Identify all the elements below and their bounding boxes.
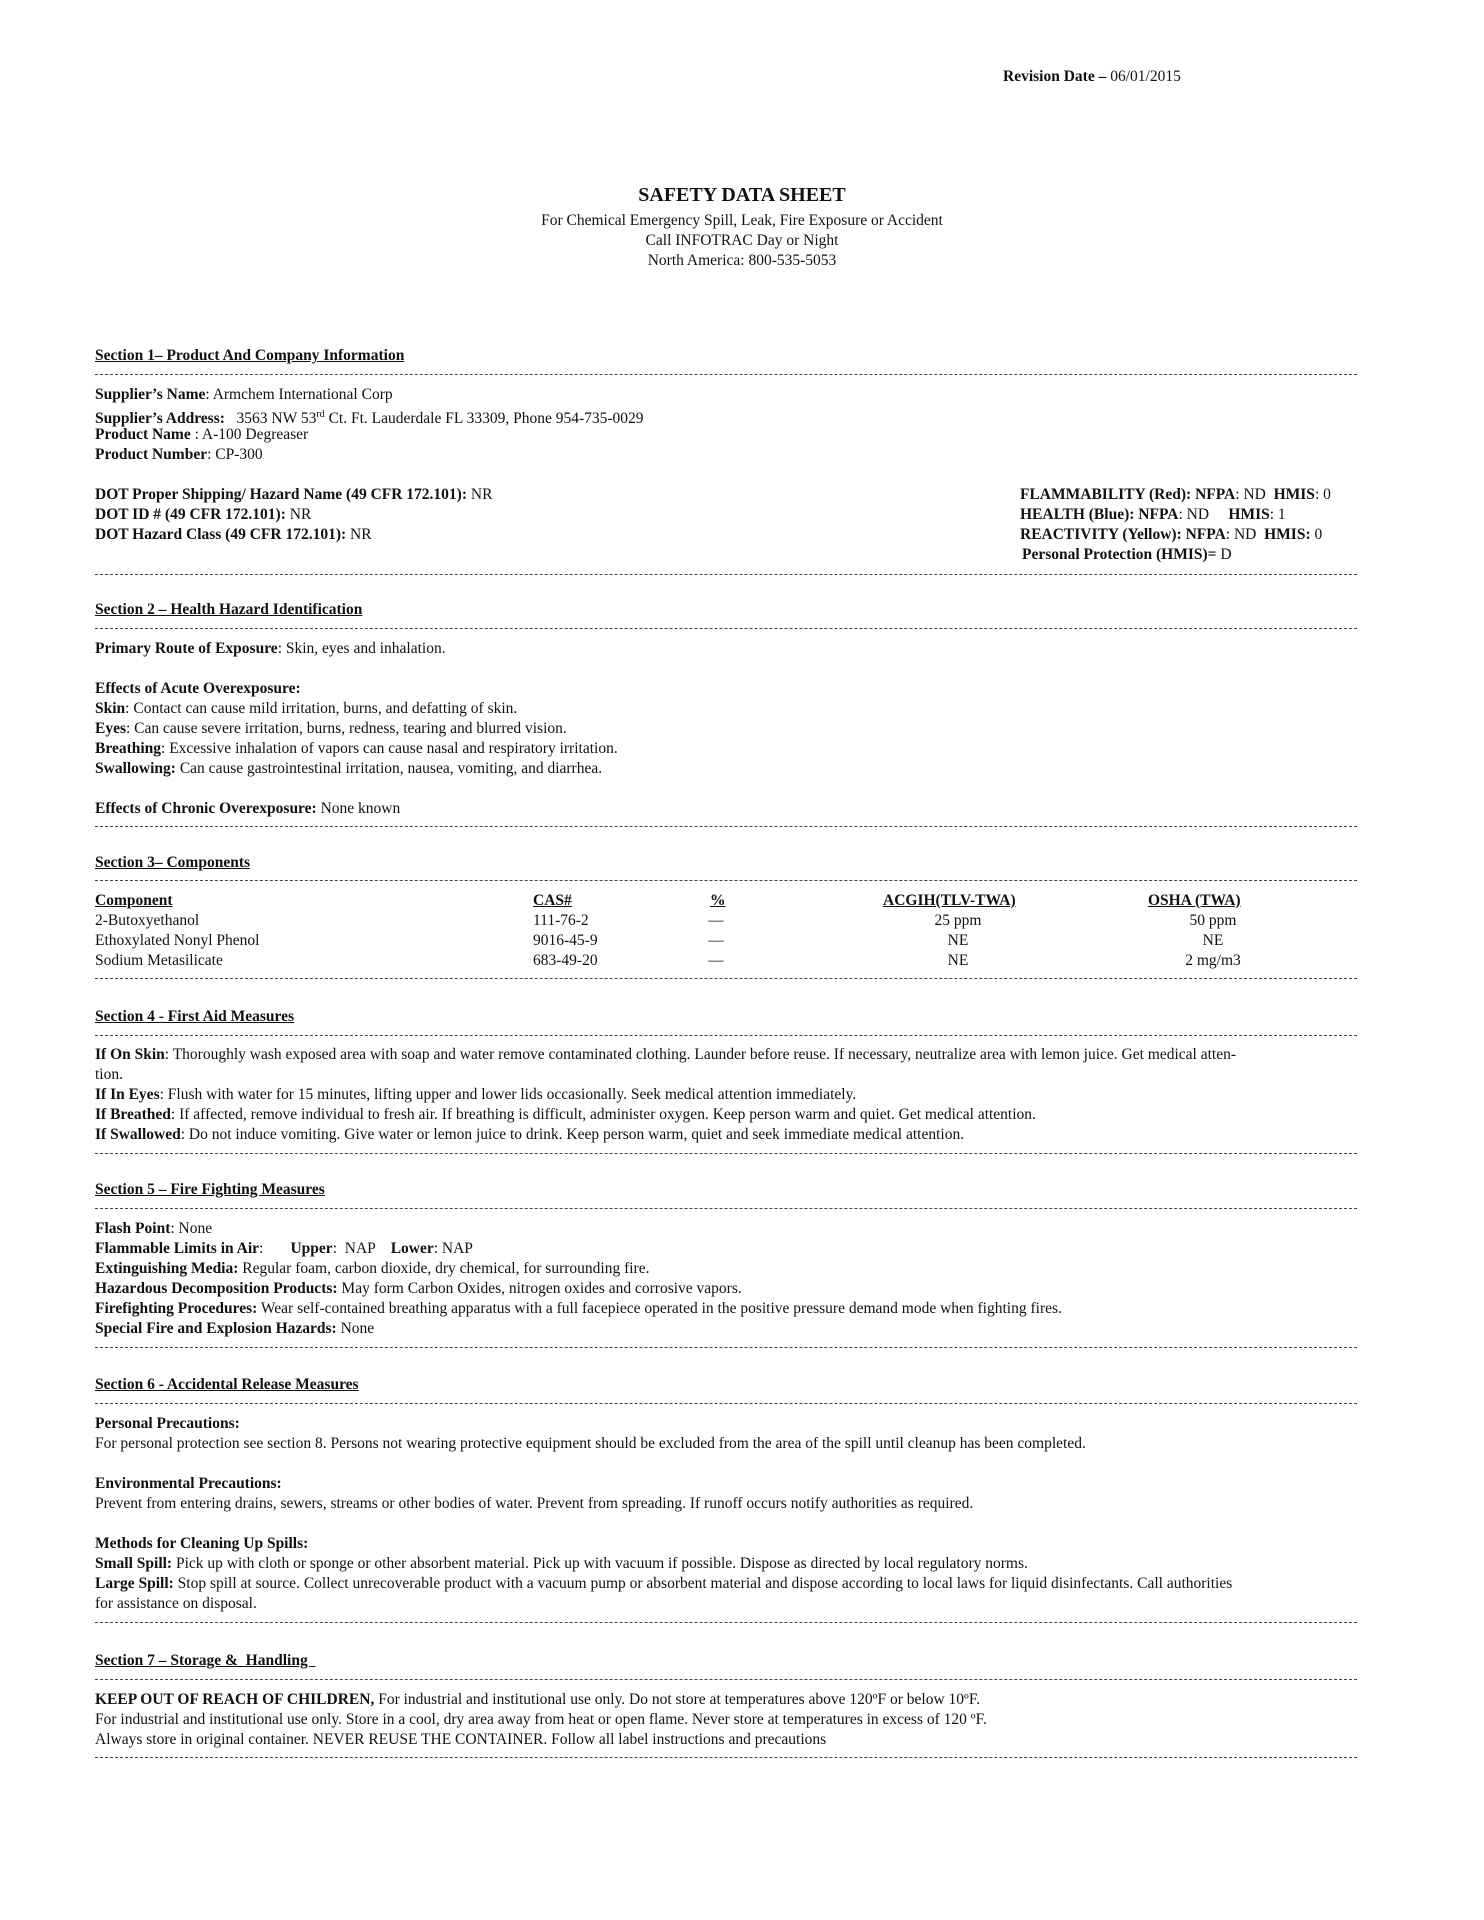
component-acgih: NE (947, 952, 969, 969)
product-number-label: Product Number (95, 446, 208, 463)
product-number (95, 445, 263, 465)
decomposition-products (95, 1279, 742, 1299)
first-aid-skin-cont: tion. (95, 1066, 123, 1083)
primary-route-label: Primary Route of Exposure (95, 640, 278, 657)
section-7-heading: Section 7 – Storage & Handling (95, 1652, 316, 1669)
flash-point (95, 1219, 212, 1239)
chronic-effects-value: None known (316, 800, 401, 817)
dot-id (95, 505, 311, 525)
upper-limit-value: : NAP (332, 1240, 391, 1257)
column-header: OSHA (TWA) (1148, 892, 1241, 909)
component-percent: — (708, 952, 724, 969)
first-aid-breathed-label: If Breathed (95, 1106, 171, 1123)
first-aid-breathed (95, 1105, 1036, 1125)
product-name-value: : A-100 Degreaser (190, 426, 309, 443)
acute-breathing-value: : Excessive inhalation of vapors can cause nasal and respiratory irritation. (161, 740, 618, 757)
column-header: % (710, 892, 726, 909)
section-3-heading: Section 3– Components (95, 854, 251, 871)
special-hazards-value: None (336, 1320, 375, 1337)
supplier-name (95, 385, 393, 405)
environmental-precautions-text: Prevent from entering drains, sewers, streams or other bodies of water. Prevent from spreading. If runoff occurs notify authorities as required. (95, 1495, 974, 1512)
component-name: Ethoxylated Nonyl Phenol (95, 932, 260, 949)
divider (95, 880, 1357, 881)
acute-swallowing (95, 759, 602, 779)
first-aid-skin (95, 1045, 1236, 1065)
special-hazards (95, 1319, 374, 1339)
product-name-label: Product Name (95, 426, 191, 443)
column-header: ACGIH(TLV-TWA) (883, 892, 1016, 909)
flash-point-value: : None (170, 1220, 213, 1237)
divider (95, 628, 1357, 629)
storage-warning (95, 1690, 980, 1710)
emergency-line-2: Call INFOTRAC Day or Night (645, 232, 839, 249)
dot-shipping-label: DOT Proper Shipping/ Hazard Name (49 CFR 172.101): (95, 486, 468, 503)
acute-effects-heading: Effects of Acute Overexposure: (95, 680, 301, 697)
flammability-rating (1020, 485, 1331, 505)
divider (95, 574, 1357, 575)
dot-id-label: DOT ID # (49 CFR 172.101): (95, 506, 286, 523)
supplier-address-rest: Ct. Ft. Lauderdale FL 33309, Phone 954-735-0029 (324, 410, 644, 428)
section-6-heading: Section 6 - Accidental Release Measures (95, 1376, 359, 1393)
lower-limit-value: : NAP (433, 1240, 473, 1257)
component-cas: 9016-45-9 (533, 932, 598, 949)
small-spill-value: Pick up with cloth or sponge or other absorbent material. Pick up with vacuum if possible. Dispose as directed by local regulatory norms. (172, 1555, 1028, 1572)
reactivity-hmis: 0 (1310, 526, 1323, 543)
extinguishing-media-value: Regular foam, carbon dioxide, dry chemical, for surrounding fire. (238, 1260, 650, 1277)
extinguishing-media-label: Extinguishing Media: (95, 1260, 239, 1277)
cleanup-methods-heading: Methods for Cleaning Up Spills: (95, 1535, 309, 1552)
acute-breathing (95, 739, 618, 759)
first-aid-swallowed-label: If Swallowed (95, 1126, 181, 1143)
large-spill-cont: for assistance on disposal. (95, 1595, 257, 1612)
acute-eyes-label: Eyes (95, 720, 126, 737)
firefighting-label: Firefighting Procedures: (95, 1300, 258, 1317)
acute-breathing-label: Breathing (95, 740, 162, 757)
acute-eyes-value: : Can cause severe irritation, burns, redness, tearing and blurred vision. (126, 720, 567, 737)
divider (95, 826, 1357, 827)
first-aid-eyes-label: If In Eyes (95, 1086, 160, 1103)
health-rating (1020, 505, 1286, 525)
dot-hazard-class (95, 525, 372, 545)
component-cas: 111-76-2 (533, 912, 589, 929)
product-number-value: : CP-300 (207, 446, 263, 463)
dot-id-value: NR (285, 506, 312, 523)
decomposition-value: May form Carbon Oxides, nitrogen oxides and corrosive vapors. (337, 1280, 742, 1297)
product-name (95, 425, 308, 445)
divider (95, 1347, 1357, 1348)
primary-route-value: : Skin, eyes and inhalation. (277, 640, 446, 657)
first-aid-eyes (95, 1085, 856, 1105)
health-hmis-label: HMIS (1228, 506, 1270, 523)
column-header: CAS# (533, 892, 572, 909)
reactivity-nfpa: : ND (1225, 526, 1257, 543)
section-1-heading: Section 1– Product And Company Information (95, 347, 405, 364)
personal-protection-rating (1022, 545, 1232, 565)
section-2-heading: Section 2 – Health Hazard Identification (95, 601, 363, 618)
health-hmis: : 1 (1269, 506, 1286, 523)
environmental-precautions-heading: Environmental Precautions: (95, 1475, 282, 1492)
flash-point-label: Flash Point (95, 1220, 171, 1237)
special-hazards-label: Special Fire and Explosion Hazards: (95, 1320, 337, 1337)
acute-eyes (95, 719, 567, 739)
decomposition-label: Hazardous Decomposition Products: (95, 1280, 338, 1297)
section-4-heading: Section 4 - First Aid Measures (95, 1008, 295, 1025)
document-title: SAFETY DATA SHEET (638, 184, 846, 206)
extinguishing-media (95, 1259, 649, 1279)
component-name: Sodium Metasilicate (95, 952, 223, 969)
reactivity-rating (1020, 525, 1322, 545)
firefighting-procedures (95, 1299, 1062, 1319)
divider (95, 1208, 1357, 1209)
small-spill-label: Small Spill: (95, 1555, 173, 1572)
ppe-value: D (1216, 546, 1232, 563)
component-acgih: 25 ppm (934, 912, 982, 929)
revision-date (1003, 67, 1181, 87)
first-aid-swallowed (95, 1125, 964, 1145)
component-percent: — (708, 932, 724, 949)
flammable-limits-label: Flammable Limits in Air (95, 1240, 260, 1257)
first-aid-swallowed-value: : Do not induce vomiting. Give water or lemon juice to drink. Keep person warm, quiet and seek immediate medical attention. (180, 1126, 965, 1143)
first-aid-eyes-value: : Flush with water for 15 minutes, lifting upper and lower lids occasionally. Seek medical attention immediately. (159, 1086, 857, 1103)
acute-swallowing-value: Can cause gastrointestinal irritation, nausea, vomiting, and diarrhea. (175, 760, 603, 777)
divider (95, 1622, 1357, 1623)
supplier-name-value: : Armchem International Corp (205, 386, 393, 403)
component-osha: NE (1202, 932, 1224, 949)
health-nfpa: : ND (1178, 506, 1210, 523)
dot-shipping (95, 485, 492, 505)
storage-line-2: For industrial and institutional use only. Store in a cool, dry area away from heat or open flame. Never store at temperatures in excess of 120 ºF. (95, 1711, 987, 1728)
firefighting-value: Wear self-contained breathing apparatus with a full facepiece operated in the positive pressure demand mode when fighting fires. (257, 1300, 1062, 1317)
chronic-effects-label: Effects of Chronic Overexposure: (95, 800, 317, 817)
flammable-limits (95, 1239, 473, 1259)
divider (95, 374, 1357, 375)
supplier-address-street: 3563 NW 53 (236, 410, 317, 428)
emergency-phone: North America: 800-535-5053 (647, 252, 837, 269)
divider (95, 1757, 1357, 1758)
small-spill (95, 1554, 1028, 1574)
divider (95, 1403, 1357, 1404)
component-osha: 2 mg/m3 (1185, 952, 1241, 969)
ppe-label: Personal Protection (HMIS)= (1022, 546, 1217, 563)
supplier-name-label: Supplier’s Name (95, 386, 206, 403)
acute-skin-value: : Contact can cause mild irritation, burns, and defatting of skin. (125, 700, 518, 717)
large-spill-label: Large Spill: (95, 1575, 174, 1592)
health-label: HEALTH (Blue): NFPA (1020, 506, 1179, 523)
component-osha: 50 ppm (1189, 912, 1237, 929)
dot-shipping-value: NR (467, 486, 493, 503)
upper-limit-label: Upper (290, 1240, 333, 1257)
supplier-address-label: Supplier’s Address: (95, 410, 225, 428)
storage-warning-label: KEEP OUT OF REACH OF CHILDREN, (95, 1691, 375, 1708)
first-aid-skin-label: If On Skin (95, 1046, 165, 1063)
divider (95, 978, 1357, 979)
supplier-address-sup: rd (316, 409, 325, 420)
component-name: 2-Butoxyethanol (95, 912, 200, 929)
acute-swallowing-label: Swallowing: (95, 760, 176, 777)
storage-line-3: Always store in original container. NEVER REUSE THE CONTAINER. Follow all label instructions and precautions (95, 1731, 827, 1748)
component-acgih: NE (947, 932, 969, 949)
flammability-hmis: : 0 (1314, 486, 1331, 503)
component-percent: — (708, 912, 724, 929)
dot-class-label: DOT Hazard Class (49 CFR 172.101): (95, 526, 347, 543)
revision-date-label: Revision Date – (1003, 68, 1107, 85)
dot-class-value: NR (346, 526, 372, 543)
acute-skin (95, 699, 517, 719)
chronic-effects (95, 799, 400, 819)
storage-warning-value: For industrial and institutional use only. Do not store at temperatures above 120ºF or below 10ºF. (374, 1691, 981, 1708)
divider (95, 1153, 1357, 1154)
divider (95, 1679, 1357, 1680)
section-5-heading: Section 5 – Fire Fighting Measures (95, 1181, 325, 1198)
first-aid-breathed-value: : If affected, remove individual to fresh air. If breathing is difficult, administer oxygen. Keep person warm and quiet. Get medical attention. (170, 1106, 1036, 1123)
revision-date-value: 06/01/2015 (1110, 68, 1181, 85)
reactivity-hmis-label: HMIS: (1264, 526, 1311, 543)
first-aid-skin-value: : Thoroughly wash exposed area with soap and water remove contaminated clothing. Launder before reuse. If necessary, neutralize area with lemon juice. Get medical atten- (164, 1046, 1237, 1063)
personal-precautions-text: For personal protection see section 8. Persons not wearing protective equipment should be excluded from the area of the spill until cleanup has been completed. (95, 1435, 1086, 1452)
acute-skin-label: Skin (95, 700, 126, 717)
primary-route (95, 639, 446, 659)
personal-precautions-heading: Personal Precautions: (95, 1415, 240, 1432)
emergency-line-1: For Chemical Emergency Spill, Leak, Fire Exposure or Accident (541, 212, 943, 229)
divider (95, 1035, 1357, 1036)
flammability-label: FLAMMABILITY (Red): NFPA (1020, 486, 1236, 503)
component-cas: 683-49-20 (533, 952, 598, 969)
flammability-hmis-label: HMIS (1273, 486, 1315, 503)
lower-limit-label: Lower (390, 1240, 434, 1257)
large-spill (95, 1574, 1232, 1594)
reactivity-label: REACTIVITY (Yellow): NFPA (1020, 526, 1226, 543)
column-header: Component (95, 892, 173, 909)
large-spill-value: Stop spill at source. Collect unrecoverable product with a vacuum pump or absorbent material and dispose according to local laws for liquid disinfectants. Call authorities (173, 1575, 1233, 1592)
flammable-limits-sep: : (259, 1240, 291, 1257)
flammability-nfpa: : ND (1235, 486, 1266, 503)
